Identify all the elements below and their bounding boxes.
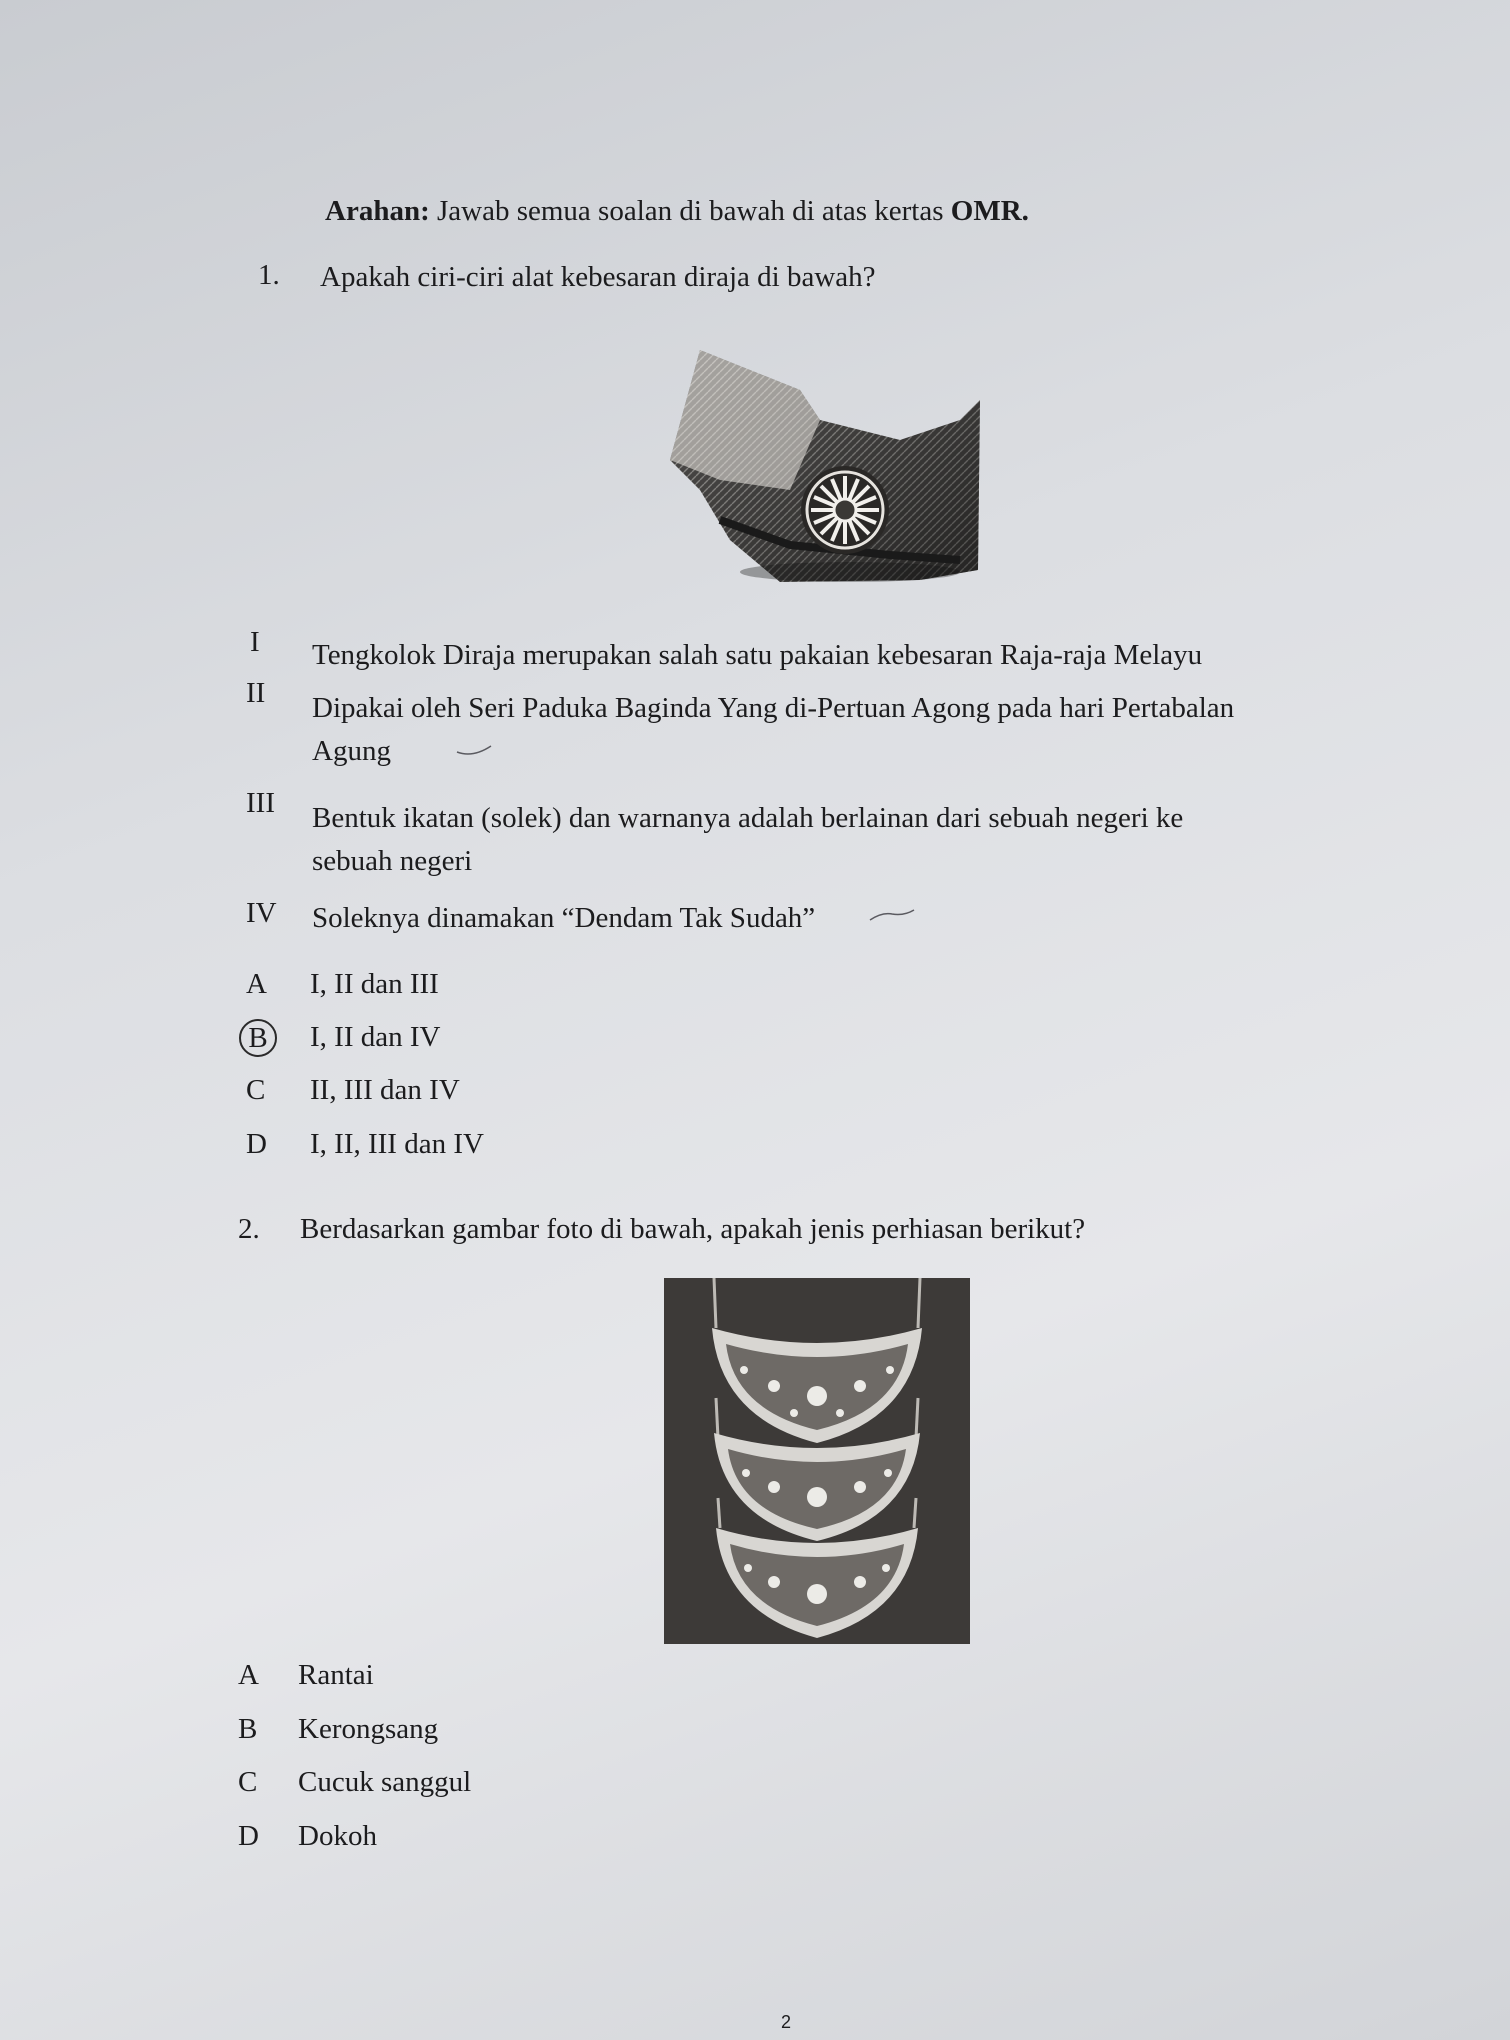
statement-text: Tengkolok Diraja merupakan salah satu pakaian kebesaran Raja-raja Melayu — [312, 639, 1203, 671]
option-text: Kerongsang — [298, 1713, 439, 1745]
dokoh-necklace-image — [664, 1278, 970, 1644]
q2-number: 2. — [238, 1213, 260, 1245]
option-text: II, III dan IV — [310, 1074, 460, 1106]
option-letter: A — [238, 1659, 259, 1691]
instruction-label: Arahan: — [325, 195, 430, 227]
statement-num: III — [246, 787, 275, 819]
statement-num: I — [250, 626, 260, 658]
q2-question: Berdasarkan gambar foto di bawah, apakah jenis perhiasan berikut? — [300, 1213, 1086, 1245]
statement-text: Soleknya dinamakan “Dendam Tak Sudah” — [312, 902, 816, 934]
q1-number: 1. — [258, 259, 280, 291]
statement-num: II — [246, 677, 266, 709]
option-letter: C — [246, 1074, 266, 1106]
q1-question: Apakah ciri-ciri alat kebesaran diraja di bawah? — [320, 261, 876, 293]
option-letter: D — [238, 1820, 259, 1852]
option-letter-circled — [246, 1023, 277, 1057]
page-number: 2 — [781, 2012, 792, 2032]
option-letter: C — [238, 1766, 258, 1798]
instruction-omr: OMR. — [950, 195, 1029, 227]
option-letter: A — [246, 968, 267, 1000]
option-text: Dokoh — [298, 1820, 377, 1852]
option-text: Rantai — [298, 1659, 374, 1691]
option-letter: D — [246, 1128, 267, 1160]
option-text: I, II dan IV — [310, 1021, 441, 1053]
statement-num: IV — [246, 897, 277, 929]
statement-text: Bentuk ikatan (solek) dan warnanya adalah berlainan dari sebuah negeri ke — [312, 802, 1184, 834]
statement-text: Dipakai oleh Seri Paduka Baginda Yang di-Pertuan Agong pada hari Pertabalan — [312, 692, 1235, 724]
tengkolok-image — [660, 340, 980, 590]
instruction — [325, 197, 1029, 226]
option-letter: B — [238, 1713, 258, 1745]
statement-text-cont: Agung — [312, 735, 391, 767]
option-text: I, II, III dan IV — [310, 1128, 484, 1160]
answer-circle: B — [239, 1019, 277, 1057]
pen-tick-mark — [455, 742, 495, 758]
option-text: I, II dan III — [310, 968, 439, 1000]
option-text: Cucuk sanggul — [298, 1766, 472, 1798]
statement-text-cont: sebuah negeri — [312, 845, 473, 877]
pen-tick-mark — [868, 906, 918, 926]
instruction-text: Jawab semua soalan di bawah di atas kertas — [429, 195, 951, 227]
